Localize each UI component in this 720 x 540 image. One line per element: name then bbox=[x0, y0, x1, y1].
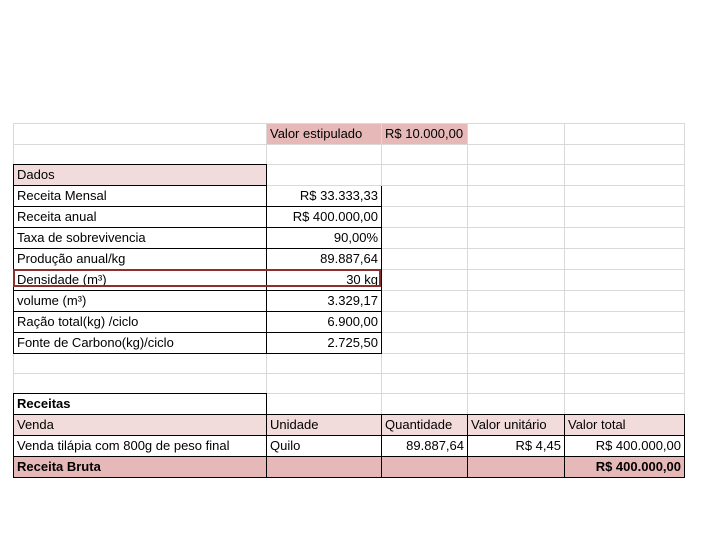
empty-cell[interactable] bbox=[14, 374, 267, 394]
empty-cell[interactable] bbox=[382, 270, 468, 291]
empty-cell[interactable] bbox=[382, 394, 468, 415]
dados-label[interactable]: volume (m³) bbox=[14, 291, 267, 312]
empty-cell[interactable] bbox=[468, 354, 565, 374]
empty-cell[interactable] bbox=[267, 354, 382, 374]
empty-cell[interactable] bbox=[267, 374, 382, 394]
empty-cell[interactable] bbox=[565, 291, 685, 312]
column-header-valor-total[interactable]: Valor total bbox=[565, 415, 685, 436]
dados-value[interactable]: 30 kg bbox=[267, 270, 382, 291]
dados-value[interactable]: 89.887,64 bbox=[267, 249, 382, 270]
spacer-row bbox=[14, 354, 685, 374]
empty-cell[interactable] bbox=[382, 354, 468, 374]
empty-cell[interactable] bbox=[565, 249, 685, 270]
empty-cell[interactable] bbox=[565, 374, 685, 394]
empty-cell[interactable] bbox=[468, 228, 565, 249]
empty-cell[interactable] bbox=[382, 374, 468, 394]
receitas-data-row bbox=[14, 436, 685, 457]
unidade-cell[interactable]: Quilo bbox=[267, 436, 382, 457]
dados-label[interactable]: Receita Mensal bbox=[14, 186, 267, 207]
empty-cell[interactable] bbox=[468, 291, 565, 312]
dados-value[interactable]: 3.329,17 bbox=[267, 291, 382, 312]
spreadsheet bbox=[13, 123, 685, 478]
dados-row bbox=[14, 291, 685, 312]
dados-value[interactable]: R$ 33.333,33 bbox=[267, 186, 382, 207]
receita-bruta-value[interactable]: R$ 400.000,00 bbox=[565, 457, 685, 478]
empty-cell[interactable] bbox=[565, 124, 685, 145]
venda-cell[interactable]: Venda tilápia com 800g de peso final bbox=[14, 436, 267, 457]
empty-cell[interactable] bbox=[382, 333, 468, 354]
receita-bruta-row bbox=[14, 457, 685, 478]
empty-cell[interactable] bbox=[468, 186, 565, 207]
dados-value[interactable]: 6.900,00 bbox=[267, 312, 382, 333]
receitas-header-row bbox=[14, 415, 685, 436]
spacer-row bbox=[14, 374, 685, 394]
empty-cell[interactable] bbox=[565, 394, 685, 415]
empty-cell[interactable] bbox=[565, 228, 685, 249]
dados-label[interactable]: Produção anual/kg bbox=[14, 249, 267, 270]
empty-cell[interactable] bbox=[382, 186, 468, 207]
dados-label[interactable]: Receita anual bbox=[14, 207, 267, 228]
valor-unitario-cell[interactable]: R$ 4,45 bbox=[468, 436, 565, 457]
empty-cell[interactable] bbox=[468, 457, 565, 478]
receita-bruta-label[interactable]: Receita Bruta bbox=[14, 457, 267, 478]
empty-cell[interactable] bbox=[14, 354, 267, 374]
empty-cell[interactable] bbox=[468, 165, 565, 186]
empty-cell[interactable] bbox=[468, 124, 565, 145]
column-header-quantidade[interactable]: Quantidade bbox=[382, 415, 468, 436]
empty-cell[interactable] bbox=[468, 333, 565, 354]
valor-estipulado-label[interactable]: Valor estipulado bbox=[267, 124, 382, 145]
empty-cell[interactable] bbox=[382, 145, 468, 165]
dados-row bbox=[14, 228, 685, 249]
empty-cell[interactable] bbox=[382, 249, 468, 270]
empty-cell[interactable] bbox=[382, 312, 468, 333]
empty-cell[interactable] bbox=[565, 145, 685, 165]
empty-cell[interactable] bbox=[267, 394, 382, 415]
empty-cell[interactable] bbox=[267, 145, 382, 165]
dados-row bbox=[14, 249, 685, 270]
empty-cell[interactable] bbox=[382, 165, 468, 186]
empty-cell[interactable] bbox=[14, 124, 267, 145]
empty-cell[interactable] bbox=[14, 145, 267, 165]
dados-value[interactable]: 90,00% bbox=[267, 228, 382, 249]
empty-cell[interactable] bbox=[565, 270, 685, 291]
valor-estipulado-value[interactable]: R$ 10.000,00 bbox=[382, 124, 468, 145]
dados-title-row bbox=[14, 165, 685, 186]
dados-label[interactable]: Densidade (m³) bbox=[14, 270, 267, 291]
empty-cell[interactable] bbox=[382, 207, 468, 228]
receitas-title-row bbox=[14, 394, 685, 415]
empty-cell[interactable] bbox=[468, 207, 565, 228]
dados-label[interactable]: Taxa de sobrevivencia bbox=[14, 228, 267, 249]
empty-cell[interactable] bbox=[267, 165, 382, 186]
empty-cell[interactable] bbox=[468, 312, 565, 333]
column-header-unidade[interactable]: Unidade bbox=[267, 415, 382, 436]
dados-row bbox=[14, 186, 685, 207]
empty-cell[interactable] bbox=[468, 270, 565, 291]
spreadsheet-grid bbox=[13, 123, 685, 478]
dados-value[interactable]: R$ 400.000,00 bbox=[267, 207, 382, 228]
dados-row bbox=[14, 207, 685, 228]
empty-cell[interactable] bbox=[565, 165, 685, 186]
dados-value[interactable]: 2.725,50 bbox=[267, 333, 382, 354]
empty-cell[interactable] bbox=[382, 457, 468, 478]
receitas-title[interactable]: Receitas bbox=[14, 394, 267, 415]
valor-total-cell[interactable]: R$ 400.000,00 bbox=[565, 436, 685, 457]
dados-label[interactable]: Ração total(kg) /ciclo bbox=[14, 312, 267, 333]
dados-title[interactable]: Dados bbox=[14, 165, 267, 186]
empty-cell[interactable] bbox=[565, 333, 685, 354]
empty-cell[interactable] bbox=[468, 145, 565, 165]
dados-row-selected bbox=[14, 270, 685, 291]
dados-row bbox=[14, 333, 685, 354]
empty-cell[interactable] bbox=[382, 291, 468, 312]
empty-cell[interactable] bbox=[468, 374, 565, 394]
empty-cell[interactable] bbox=[468, 249, 565, 270]
column-header-valor-unitario[interactable]: Valor unitário bbox=[468, 415, 565, 436]
spacer-row bbox=[14, 145, 685, 165]
empty-cell[interactable] bbox=[382, 228, 468, 249]
empty-cell[interactable] bbox=[565, 312, 685, 333]
empty-cell[interactable] bbox=[565, 354, 685, 374]
empty-cell[interactable] bbox=[468, 394, 565, 415]
empty-cell[interactable] bbox=[565, 207, 685, 228]
quantidade-cell[interactable]: 89.887,64 bbox=[382, 436, 468, 457]
empty-cell[interactable] bbox=[267, 457, 382, 478]
column-header-venda[interactable]: Venda bbox=[14, 415, 267, 436]
dados-row bbox=[14, 312, 685, 333]
header-row bbox=[14, 124, 685, 145]
empty-cell[interactable] bbox=[565, 186, 685, 207]
dados-label[interactable]: Fonte de Carbono(kg)/ciclo bbox=[14, 333, 267, 354]
